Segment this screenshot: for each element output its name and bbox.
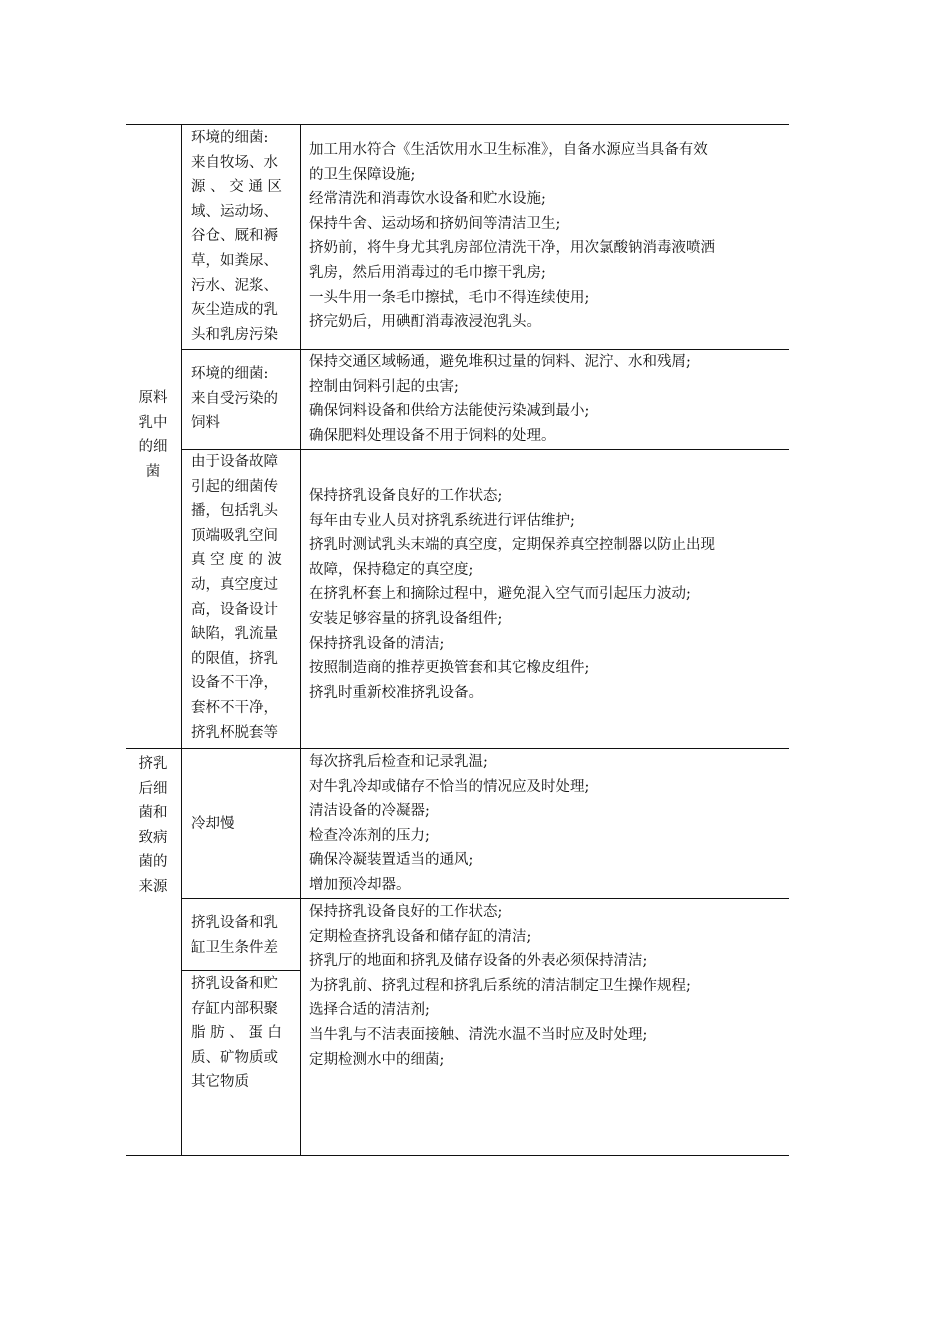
text-line: 按照制造商的推荐更换管套和其它橡皮组件; xyxy=(309,660,590,677)
text-line: 保持牛舍、运动场和挤奶间等清洁卫生; xyxy=(309,215,561,232)
text-line: 清洁设备的冷凝器; xyxy=(309,803,430,820)
column-divider xyxy=(181,124,182,1156)
cause-cell xyxy=(191,362,296,436)
text-line: 缸卫生条件差 xyxy=(191,939,278,956)
text-line: 挤乳 xyxy=(138,756,168,772)
text-line: 环境的细菌: xyxy=(191,130,269,146)
text-line: 确保肥料处理设备不用于饲料的处理。 xyxy=(309,427,556,444)
text-line: 缺陷，乳流量 xyxy=(191,626,278,643)
text-line: 的卫生保障设施; xyxy=(309,166,416,183)
text-line: 草，如粪尿、 xyxy=(191,252,278,269)
measures-cell xyxy=(309,750,787,898)
text-line: 灰尘造成的乳 xyxy=(191,302,278,319)
text-line: 挤乳杯脱套等 xyxy=(191,724,278,741)
text-line: 引起的细菌传 xyxy=(191,478,278,495)
row-divider xyxy=(181,898,789,899)
text-line: 挤乳时测试乳头末端的真空度，定期保养真空控制器以防止出现 xyxy=(309,537,715,554)
column-divider xyxy=(300,124,301,1156)
group-label-post-milking xyxy=(134,752,172,900)
text-line: 乳中 xyxy=(138,414,168,431)
text-line: 每年由专业人员对挤乳系统进行评估维护; xyxy=(309,512,575,529)
measures-cell xyxy=(309,900,787,1072)
text-line: 脂 肪 、 蛋 白 xyxy=(191,1025,282,1042)
text-line: 高，设备设计 xyxy=(191,601,278,618)
text-line: 顶端吸乳空间 xyxy=(191,527,278,544)
cause-cell xyxy=(191,911,296,960)
measures-cell xyxy=(309,484,787,705)
text-line: 的限值，挤乳 xyxy=(191,650,278,667)
text-line: 冷却慢 xyxy=(191,816,235,832)
cause-cell xyxy=(191,450,296,745)
text-line: 故障，保持稳定的真空度; xyxy=(309,561,474,578)
text-line: 质、矿物质或 xyxy=(191,1049,278,1066)
text-line: 一头牛用一条毛巾擦拭，毛巾不得连续使用; xyxy=(309,289,590,306)
text-line: 来自牧场、水 xyxy=(191,154,278,171)
data-table xyxy=(126,124,789,1156)
cause-cell xyxy=(191,812,296,837)
text-line: 头和乳房污染 xyxy=(191,326,278,343)
text-line: 经常清洗和消毒饮水设备和贮水设施; xyxy=(309,191,546,208)
measures-cell xyxy=(309,138,787,335)
text-line: 保持挤乳设备的清洁; xyxy=(309,635,445,652)
text-line: 谷仓、厩和褥 xyxy=(191,228,278,245)
text-line: 饲料 xyxy=(191,415,220,432)
text-line: 存缸内部积聚 xyxy=(191,1000,278,1017)
text-line: 菌和 xyxy=(138,805,168,822)
text-line: 保持交通区域畅通，避免堆积过量的饲料、泥泞、水和残屑; xyxy=(309,354,691,370)
text-line: 选择合适的清洁剂; xyxy=(309,1002,430,1019)
text-line: 来源 xyxy=(138,878,168,895)
group-divider xyxy=(126,748,789,749)
text-line: 挤乳设备和乳 xyxy=(191,915,278,931)
text-line: 菌的 xyxy=(138,854,168,871)
text-line: 域、运动场、 xyxy=(191,203,278,220)
table-top-rule xyxy=(126,124,789,125)
table-bottom-rule xyxy=(126,1155,789,1156)
text-line: 每次挤乳后检查和记录乳温; xyxy=(309,754,488,770)
text-line: 定期检查挤乳设备和储存缸的清洁; xyxy=(309,928,532,945)
text-line: 由于设备故障 xyxy=(191,454,278,470)
cause-cell xyxy=(191,126,296,347)
text-line: 保持挤乳设备良好的工作状态; xyxy=(309,904,503,920)
text-line: 定期检测水中的细菌; xyxy=(309,1051,445,1068)
text-line: 菌 xyxy=(145,463,161,480)
group-label-raw-milk xyxy=(134,386,172,484)
text-line: 后细 xyxy=(138,780,168,797)
text-line: 确保饲料设备和供给方法能使污染减到最小; xyxy=(309,403,590,420)
text-line: 动，真空度过 xyxy=(191,576,278,593)
text-line: 播，包括乳头 xyxy=(191,503,278,520)
text-line: 为挤乳前、挤乳过程和挤乳后系统的清洁制定卫生操作规程; xyxy=(309,977,691,994)
text-line: 原料 xyxy=(138,390,168,406)
text-line: 套杯不干净， xyxy=(191,699,278,716)
text-line: 来自受污染的 xyxy=(191,390,278,407)
text-line: 控制由饲料引起的虫害; xyxy=(309,378,459,395)
text-line: 当牛乳与不洁表面接触、清洗水温不当时应及时处理; xyxy=(309,1026,648,1043)
text-line: 保持挤乳设备良好的工作状态; xyxy=(309,488,503,504)
text-line: 对牛乳冷却或储存不恰当的情况应及时处理; xyxy=(309,778,590,795)
text-line: 加工用水符合《生活饮用水卫生标准》，自备水源应当具备有效 xyxy=(309,142,708,158)
measures-cell xyxy=(309,350,787,448)
text-line: 挤乳设备和贮 xyxy=(191,976,278,992)
text-line: 挤完奶后，用碘酊消毒液浸泡乳头。 xyxy=(309,314,541,331)
text-line: 致病 xyxy=(138,829,168,846)
text-line: 设备不干净， xyxy=(191,675,278,692)
text-line: 挤奶前，将牛身尤其乳房部位清洗干净，用次氯酸钠消毒液喷洒 xyxy=(309,240,715,257)
text-line: 真 空 度 的 波 xyxy=(191,552,282,569)
text-line: 乳房，然后用消毒过的毛巾擦干乳房; xyxy=(309,264,546,281)
text-line: 的细 xyxy=(138,439,168,456)
text-line: 环境的细菌: xyxy=(191,366,269,382)
text-line: 挤乳厅的地面和挤乳及储存设备的外表必须保持清洁; xyxy=(309,953,648,970)
cause-divider xyxy=(181,970,300,971)
text-line: 检查冷冻剂的压力; xyxy=(309,827,430,844)
text-line: 挤乳时重新校准挤乳设备。 xyxy=(309,684,483,701)
text-line: 源 、 交 通 区 xyxy=(191,179,282,196)
text-line: 安装足够容量的挤乳设备组件; xyxy=(309,610,503,627)
text-line: 在挤乳杯套上和摘除过程中，避免混入空气而引起压力波动; xyxy=(309,586,691,603)
text-line: 确保冷凝装置适当的通风; xyxy=(309,852,474,869)
text-line: 其它物质 xyxy=(191,1074,249,1091)
text-line: 污水、泥浆、 xyxy=(191,277,278,294)
cause-cell xyxy=(191,972,296,1095)
text-line: 增加预冷却器。 xyxy=(309,876,411,893)
